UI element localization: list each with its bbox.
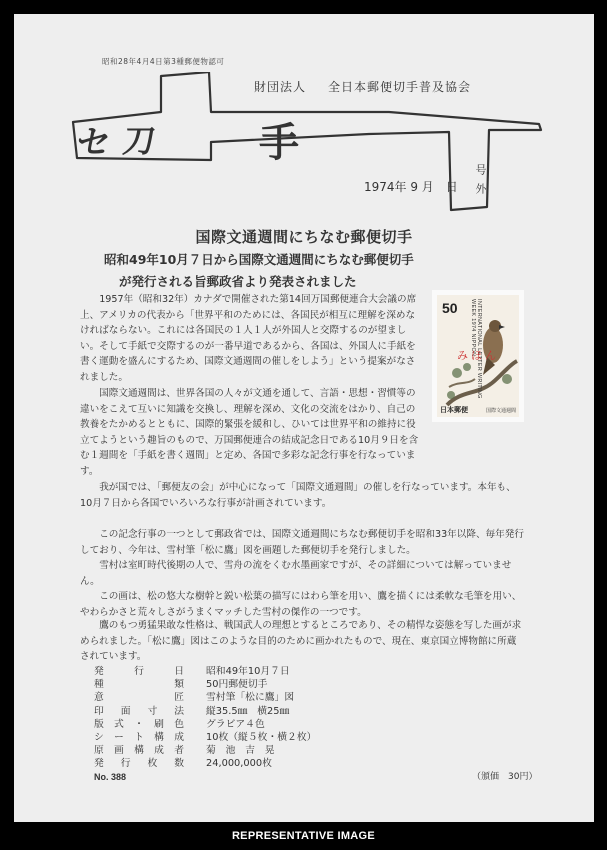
logo-char-2: 刀 (120, 122, 158, 160)
spec-table (94, 665, 316, 771)
spec-value: 24,000,000枚 (206, 758, 272, 770)
extra-issue-mark: 号外 (474, 164, 487, 202)
spec-value: 10枚（縦５枚・横２枚） (206, 731, 317, 743)
stamp-vertical-text: INTERNATIONAL LETTER WRITING WEEK 1974 NIPPON (470, 299, 482, 399)
stamp-bottom-band (437, 403, 519, 417)
main-title: 国際文通週間にちなむ郵便切手 (195, 228, 413, 246)
spec-row (94, 757, 316, 770)
logo-char-1: セ (72, 123, 114, 163)
subtitle-line-2: が発行される旨郵政省より発表されました (119, 274, 357, 289)
postal-permit-text: 昭和28年4月4日第3種郵便物認可 (102, 57, 225, 66)
spec-label: 種類 (94, 679, 184, 691)
stamp-name: 国際文通週間 (485, 407, 516, 414)
paragraph-5: 雪村は室町時代後期の人で、雪舟の流をくむ水墨画家ですが、その詳細については解っていません。 (80, 560, 512, 587)
spec-label: 印面寸法 (94, 705, 184, 717)
paragraph-1: 1957年（昭和32年）カナダで開催された第14回万国郵便連合大会議の席上、アメリカの代表から「世界平和のためには、各国民が相互に理解を深めなければならない。これには各国民の１人１人が外国人と交際するのが望ましい。そして手紙で交際するのが一番早道であるから、各国は、外国人に手紙を書く運動を盛んにするため、国際文通週間の催しをしよう」という提案がなされました。 (80, 294, 417, 383)
spec-label: 発行日 (94, 666, 184, 677)
paragraph-3: 我が国では、「郵便友の会」が中心になって「国際文通週間」の催しを行なっています。本年も、10月７日から各国でいろいろな行事が計画されています。 (80, 482, 516, 509)
spec-value: 雪村筆「松に鷹」図 (206, 692, 295, 704)
spec-row (94, 744, 316, 757)
leaflet-sheet (14, 14, 594, 822)
spec-label: シート構成 (94, 731, 184, 743)
spec-row (94, 691, 316, 704)
stamp-value: 50 (442, 300, 458, 316)
spec-value: 縦35.5㎜ 横25㎜ (206, 705, 290, 717)
spec-value: 菊 池 吉 晃 (206, 745, 275, 757)
spec-value: 昭和49年10月７日 (206, 666, 290, 677)
spec-row (94, 731, 316, 744)
paragraph-7: 鷹のもつ勇猛果敢な性格は、戦国武人の理想とするところであり、その精悍な姿態を写した画が求められました。「松に鷹」図はこのような目的のために画かれたもので、現在、東京国立博物館に所蔵されています。 (80, 620, 522, 663)
distribution-price: （頒価 30円） (472, 772, 538, 782)
subtitle-line-1: 昭和49年10月７日から国際文通週間にちなむ郵便切手 (104, 252, 414, 267)
association-title: 全日本郵便切手普及協会 (328, 80, 472, 94)
spec-label: 版式・刷色 (94, 718, 184, 730)
spec-label: 発行枚数 (94, 758, 184, 770)
spec-value: 50円郵便切手 (206, 679, 268, 691)
paragraph-2: 国際文通週間は、世界各国の人々が文通を通して、言語・思想・習慣等の違いをこえて互いに知識を交換し、理解を深め、文化の交流をはかり、自己の教養をたかめるとともに、国際的緊張を緩和し、ひいては世界平和の維持に役立てようという趣旨のもので、万国郵便連合の結成記念日である10月９日を含む１週間を「手紙を書く週間」と定め、各国で多彩な記念行事を行なっています。 (80, 388, 419, 477)
stamp (437, 295, 519, 417)
association-name (254, 78, 471, 95)
spec-row (94, 718, 316, 731)
spec-row (94, 705, 316, 718)
stamp-image (432, 290, 524, 422)
paragraph-6: この画は、松の悠大な樹幹と鋭い松葉の描写にはわら筆を用い、鷹を描くには柔軟な毛筆を用い、やわらかさと荒々しさがうまくマッチした雪村の傑作の一つです。 (80, 591, 522, 618)
spec-row (94, 678, 316, 691)
association-type: 財団法人 (254, 80, 307, 94)
stamp-country: 日本郵便 (440, 406, 468, 414)
issue-date: 1974年 9 月 日 (364, 180, 458, 194)
leaflet-number: No. 388 (94, 772, 127, 782)
spec-label: 原画構成者 (94, 745, 184, 757)
logo-char-3: 手 (259, 120, 299, 166)
spec-value: グラビア４色 (206, 718, 265, 730)
representative-image-caption: REPRESENTATIVE IMAGE (231, 830, 376, 842)
paragraph-4: この記念行事の一つとして郵政省では、国際文通週間にちなむ郵便切手を昭和33年以降、毎年発行しており、今年は、雪村筆「松に鷹」図を画題した郵便切手を発行しました。 (80, 529, 524, 556)
spec-row (94, 665, 316, 678)
specimen-overprint: みほん (457, 349, 499, 362)
spec-label: 意匠 (94, 692, 184, 704)
